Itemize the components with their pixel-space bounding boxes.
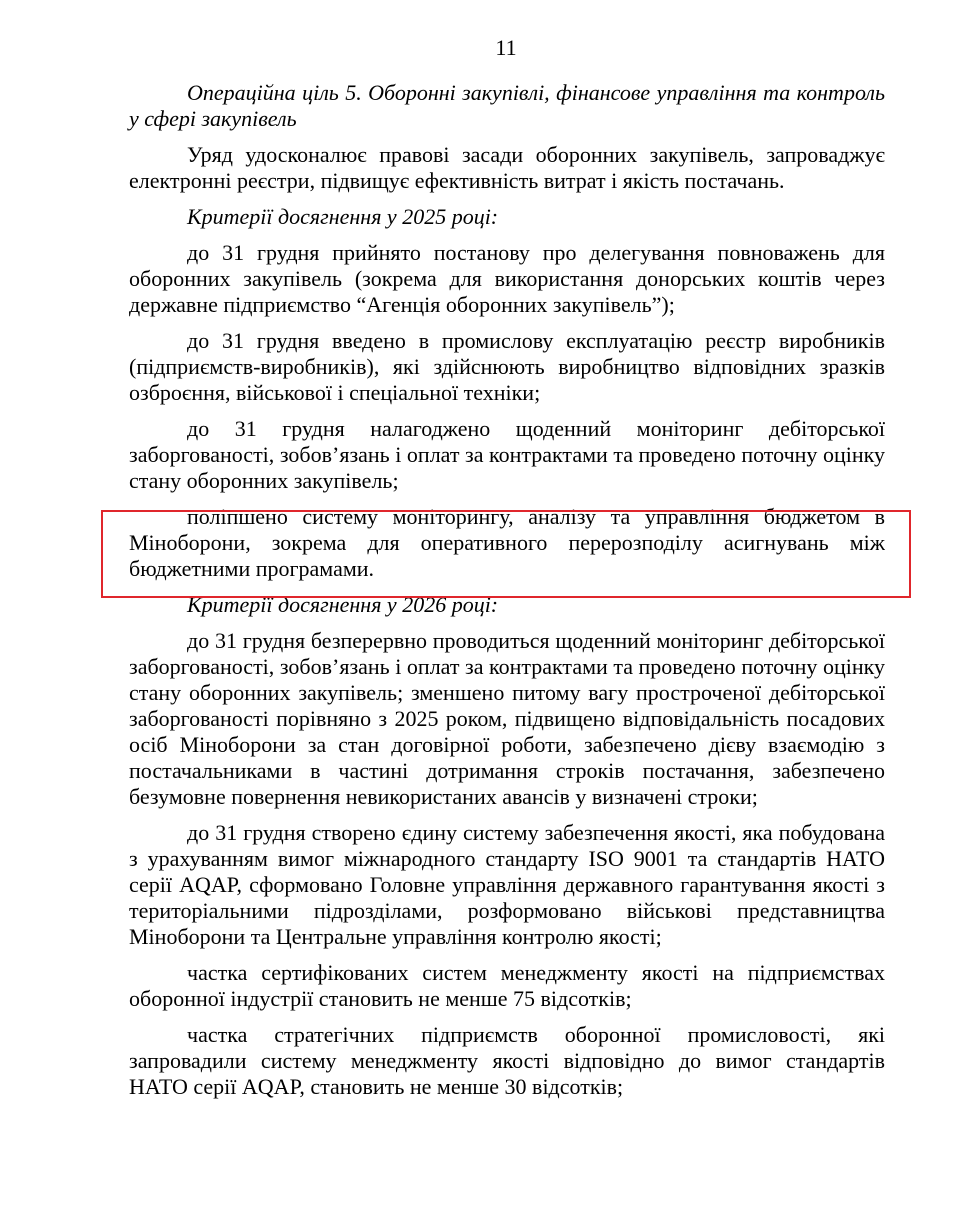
criteria-2026-item-4: частка стратегічних підприємств оборонної промисловості, які запровадили систему менеджменту якості відповідно до вимог стандартів НАТО серії AQAP, становить не менше 30 відсотків; — [129, 1022, 885, 1099]
criteria-2025-item-2: до 31 грудня введено в промислову експлуатацію реєстр виробників (підприємств-виробників), які здійснюють виробництво відповідних зразків озброєння, військової і спеціальної техніки; — [129, 328, 885, 405]
section-heading: Операційна ціль 5. Оборонні закупівлі, фінансове управління та контроль у сфері закупівель — [129, 80, 885, 131]
criteria-2026-item-3: частка сертифікованих систем менеджменту якості на підприємствах оборонної індустрії становить не менше 75 відсотків; — [129, 960, 885, 1011]
criteria-2025-heading: Критерії досягнення у 2025 році: — [187, 204, 499, 229]
document-body — [129, 80, 885, 1110]
criteria-2026-item-1: до 31 грудня безперервно проводиться щоденний моніторинг дебіторської заборгованості, зобов’язань і оплат за контрактами та проведено поточну оцінку стану оборонних закупівель; зменшено питому вагу простроченої дебіторської заборгованості порівняно з 2025 роком, підвищено відповідальність посадових осіб Міноборони за стан договірної роботи, забезпечено дієву взаємодію з постачальниками в частині дотримання строків постачання, забезпечено безумовне повернення невикористаних авансів у визначені строки; — [129, 628, 885, 809]
criteria-2025-item-4-highlighted: поліпшено систему моніторингу, аналізу та управління бюджетом в Міноборони, зокрема для оперативного перерозподілу асигнувань між бюджетними програмами. — [129, 504, 885, 581]
page-number: 11 — [495, 35, 517, 60]
section-intro-paragraph: Уряд удосконалює правові засади оборонних закупівель, запроваджує електронні реєстри, підвищує ефективність витрат і якість постачань. — [129, 142, 885, 193]
criteria-2026-heading: Критерії досягнення у 2026 році: — [187, 592, 499, 617]
criteria-2026-item-2: до 31 грудня створено єдину систему забезпечення якості, яка побудована з урахуванням вимог міжнародного стандарту ISO 9001 та стандартів НАТО серії AQAP, сформовано Головне управління державного гарантування якості з територіальними підрозділами, розформовано військові представництва Міноборони та Центральне управління контролю якості; — [129, 820, 885, 949]
criteria-2025-item-3: до 31 грудня налагоджено щоденний моніторинг дебіторської заборгованості, зобов’язань і оплат за контрактами та проведено поточну оцінку стану оборонних закупівель; — [129, 416, 885, 493]
criteria-2025-item-1: до 31 грудня прийнято постанову про делегування повноважень для оборонних закупівель (зокрема для використання донорських коштів через державне підприємство “Агенція оборонних закупівель”); — [129, 240, 885, 317]
